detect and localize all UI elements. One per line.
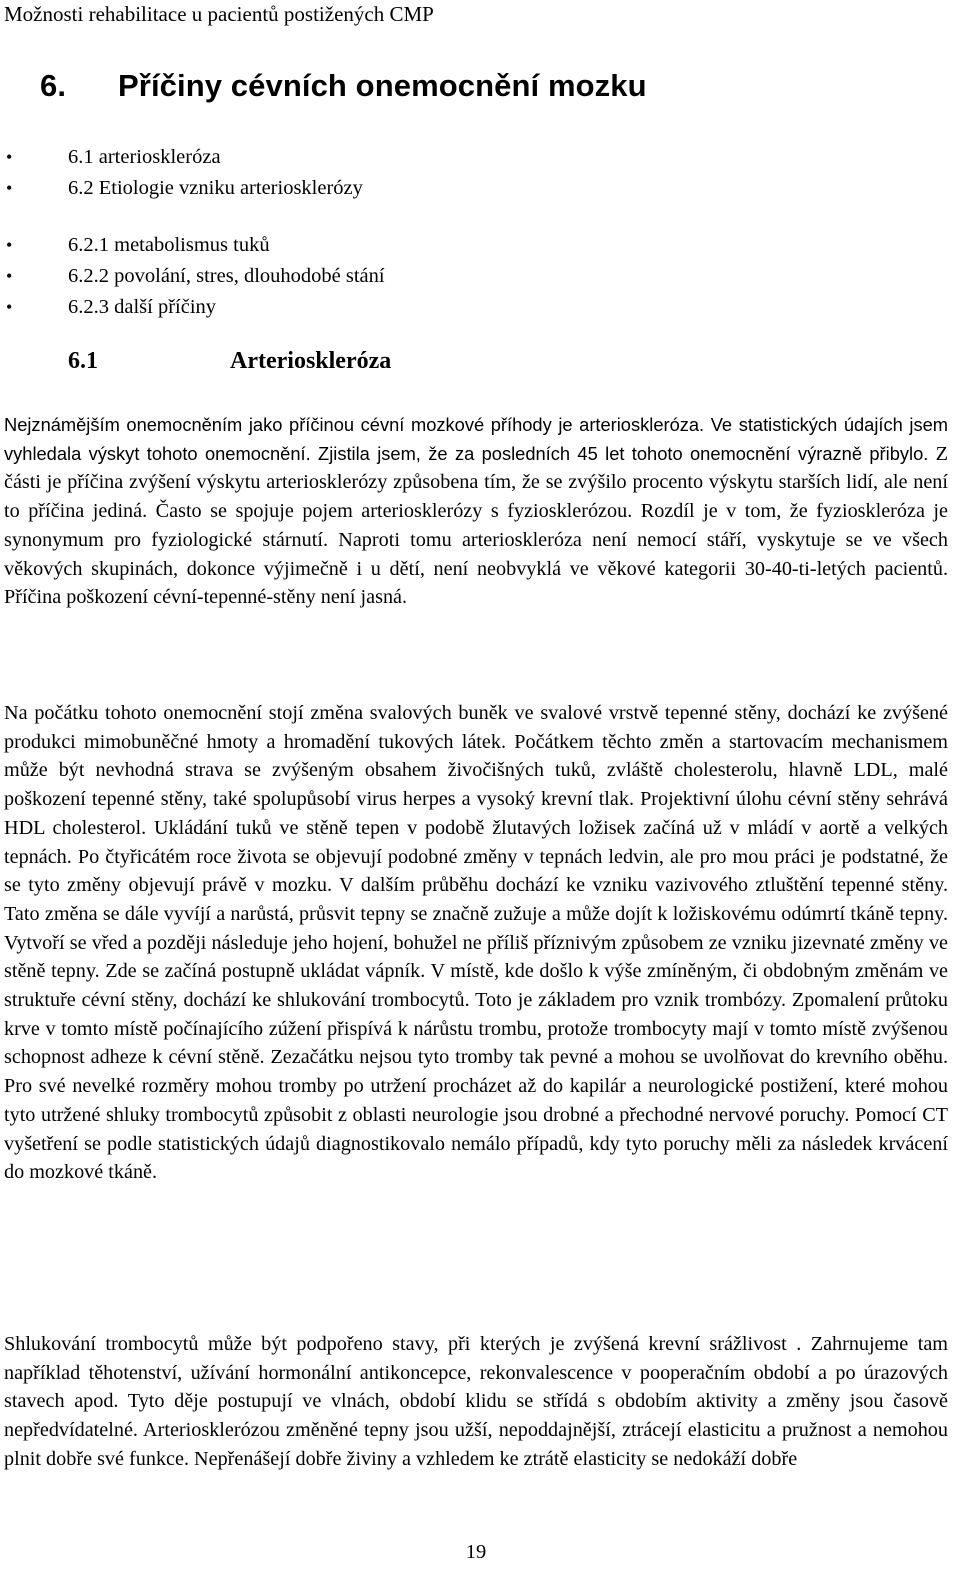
paragraph-intro-sans: Nejznámějším onemocněním jako příčinou cévní mozkové příhody je arterioskleróza. Ve statistických údajích jsem vyhledala výskyt tohoto onemocnění. Zjistila jsem, že za posledních 45 let tohoto onemocnění výrazně přibylo. bbox=[4, 414, 948, 464]
toc-item: • 6.2.3 další příčiny bbox=[0, 292, 385, 323]
toc-item: • 6.2.1 metabolismus tuků bbox=[0, 230, 385, 261]
toc-list-level1 bbox=[0, 142, 363, 204]
paragraph-intro bbox=[4, 411, 948, 612]
section-number: 6.1 bbox=[68, 348, 98, 374]
toc-item: • 6.1 arterioskleróza bbox=[0, 142, 363, 173]
chapter-number: 6. bbox=[40, 68, 67, 103]
section-heading bbox=[68, 348, 391, 375]
page-number: 19 bbox=[465, 1541, 487, 1563]
toc-item: • 6.2 Etiologie vzniku arteriosklerózy bbox=[0, 173, 363, 204]
paragraph-intro-serif: Z části je příčina zvýšení výskytu arteriosklerózy způsobena tím, že se zvýšilo procento výskytu starších lidí, ale není to příčina jediná. Často se spojuje pojem arteriosklerózy s fyziosklerózou. Rozdíl je v tom, že fyzioskleróza je synonymum pro fyziologické stárnutí. Naproti tomu arterioskleróza není nemocí stáří, vyskytuje se ve všech věkových skupinách, dokonce výjimečně i u dětí, není neobvyklá ve věkové kategorii 30-40-ti-letých pacientů. Příčina poškození cévní-tepenné-stěny není jasná. bbox=[4, 442, 949, 609]
chapter-title-text: Příčiny cévních onemocnění mozku bbox=[118, 68, 647, 103]
section-title: Arterioskleróza bbox=[230, 348, 392, 374]
paragraph-pathogenesis: Na počátku tohoto onemocnění stojí změna svalových buněk ve svalové vrstvě tepenné stěny, dochází ke zvýšené produkci mimobuněčné hmoty a hromadění tukových látek. Počátkem těchto změn a startovacím mechanismem může být nevhodná strava se zvýšeným obsahem živočišných tuků, zvláště cholesterolu, hlavně LDL, malé poškození tepenné stěny, také spolupůsobí virus herpes a vysoký krevní tlak. Projektivní úlohu cévní stěny sehrává HDL cholesterol. Ukládání tuků ve stěně tepen v podobě žlutavých ložisek začíná už v mládí v aortě a velkých tepnách. Po čtyřicátém roce života se objevují podobné změny v tepnách ledvin, ale pro mou práci je podstatné, že se tyto změny objevují právě v mozku. V dalším průběhu dochází ke vzniku vazivového ztluštění tepenné stěny. Tato změna se dále vyvíjí a narůstá, průsvit tepny se značně zužuje a může dojít k ložiskovému odúmrtí tkáně tepny. Vytvoří se vřed a později následuje jeho hojení, bohužel ne příliš příznivým způsobem ze vzniku jizevnaté změny ve stěně tepny. Zde se začíná postupně ukládat vápník. V místě, kde došlo k výše zmíněným, či obdobným změnám ve struktuře cévní stěny, dochází ke shlukování trombocytů. Toto je základem pro vznik trombózy. Zpomalení průtoku krve v tomto místě počínajícího zúžení přispívá k nárůstu trombu, protože trombocyty mají v tomto místě zvýšenou schopnost adheze k cévní stěně. Zezačátku nejsou tyto tromby tak pevné a mohou se uvolňovat do krevního oběhu. Pro své nevelké rozměry mohou tromby po utržení procházet až do kapilár a neurologické postižení, které mohou tyto utržené shluky trombocytů způsobit z oblasti neurologie jsou drobné a přechodné nervové poruchy. Pomocí CT vyšetření se podle statistických údajů diagnostikovalo nemálo případů, kdy tyto poruchy měli za následek krvácení do mozkové tkáně. bbox=[4, 702, 948, 1184]
paragraph-platelet-aggregation: Shlukování trombocytů může být podpořeno stavy, při kterých je zvýšená krevní srážlivost . Zahrnujeme tam například těhotenství, užívání hormonální antikoncepce, rekonvalescence v pooperačním období a po úrazových stavech apod. Tyto děje postupují ve vlnách, období klidu se střídá s obdobím aktivity a změny jsou časově nepředvídatelné. Arteriosklerózou změněné tepny jsou užší, nepoddajnější, ztrácejí elasticitu a pružnost a nemohou plnit dobře své funkce. Nepřenášejí dobře živiny a vzhledem ke ztrátě elasticity se nedokáží dobře bbox=[4, 1333, 948, 1470]
chapter-title bbox=[40, 68, 647, 104]
toc-item: • 6.2.2 povolání, stres, dlouhodobé stání bbox=[0, 261, 385, 292]
toc-list-level2 bbox=[0, 230, 385, 323]
running-header: Možnosti rehabilitace u pacientů postižených CMP bbox=[4, 2, 434, 26]
